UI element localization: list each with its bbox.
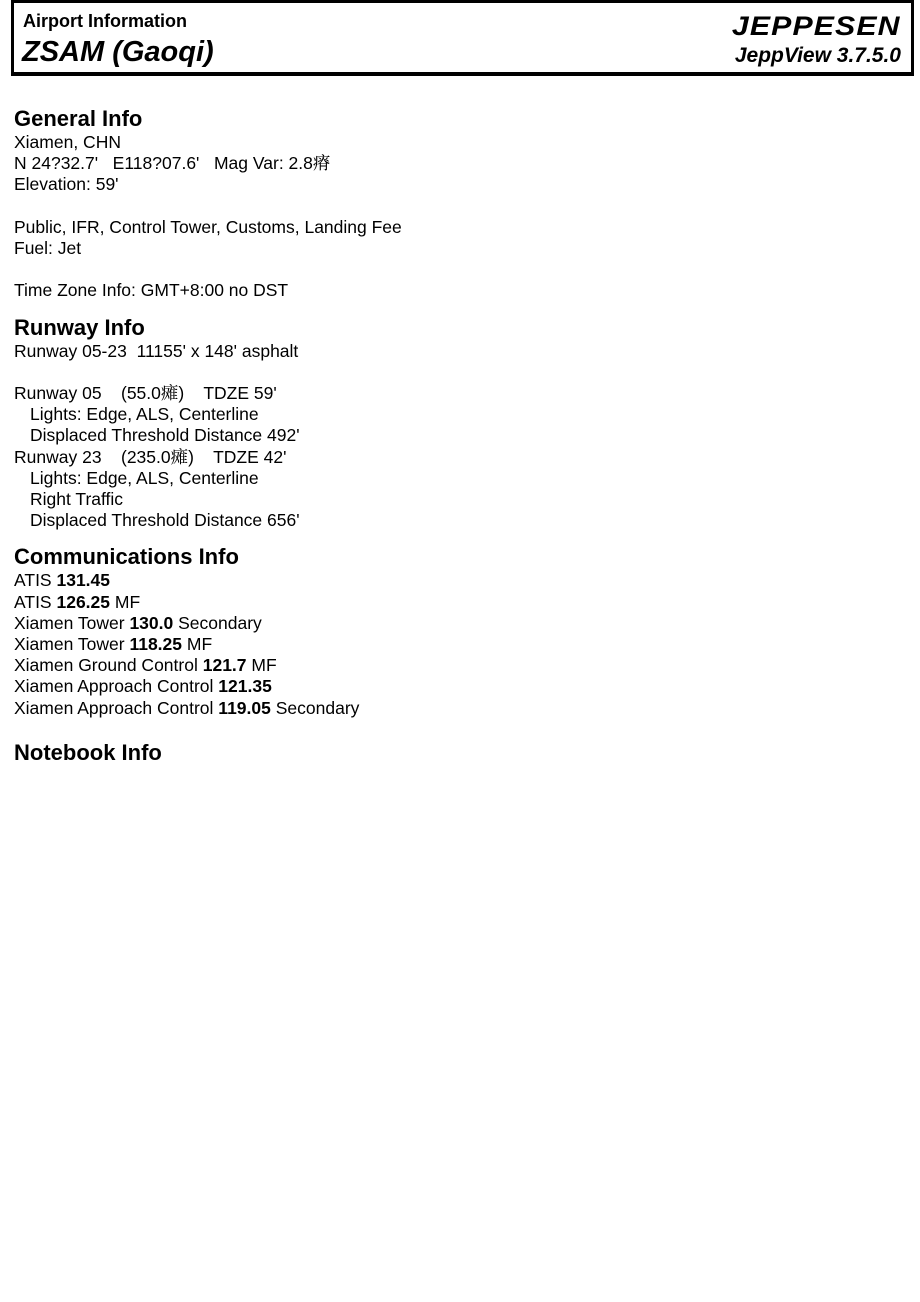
comm-frequency: 119.05 bbox=[218, 697, 271, 718]
comm-note: MF bbox=[251, 655, 277, 676]
comm-note: Secondary bbox=[275, 697, 360, 718]
section-spacer bbox=[14, 531, 904, 544]
runway-summary-text: Runway 05-23 11155' x 148' asphalt bbox=[14, 340, 299, 361]
comm-name: Xiamen Ground Control bbox=[14, 655, 198, 676]
runway-info-title: Runway Info bbox=[14, 314, 145, 340]
communications-info-section bbox=[14, 544, 904, 718]
report-header bbox=[11, 0, 914, 76]
comm-item bbox=[14, 613, 904, 634]
location-text: Xiamen, CHN bbox=[14, 132, 121, 152]
runway-05-threshold: Displaced Threshold Distance 492' bbox=[30, 425, 300, 446]
runway-23-heading: Runway 23 (235.0瘫) TDZE 42' bbox=[14, 446, 287, 467]
runway-23-traffic: Right Traffic bbox=[30, 489, 124, 509]
fuel-text: Fuel: Jet bbox=[14, 238, 82, 258]
spacer bbox=[14, 362, 904, 383]
runway-23-threshold: Displaced Threshold Distance 656' bbox=[30, 510, 300, 531]
comm-frequency: 131.45 bbox=[56, 570, 111, 591]
runway-05-heading: Runway 05 (55.0瘫) TDZE 59' bbox=[14, 382, 277, 403]
comm-item bbox=[14, 676, 904, 697]
report-body bbox=[14, 106, 904, 766]
spacer bbox=[14, 259, 904, 280]
comm-frequency: 121.7 bbox=[202, 655, 247, 676]
section-spacer bbox=[14, 302, 904, 315]
comm-name: Xiamen Approach Control bbox=[14, 697, 214, 718]
comm-frequency: 118.25 bbox=[129, 634, 183, 655]
comm-frequency: 126.25 bbox=[56, 591, 111, 612]
comm-note: Secondary bbox=[178, 612, 262, 633]
app-version: JeppView 3.7.5.0 bbox=[734, 44, 901, 67]
elevation-text: Elevation: 59' bbox=[14, 174, 119, 195]
comm-name: ATIS bbox=[14, 570, 52, 591]
comm-note: MF bbox=[114, 591, 141, 612]
airport-title: ZSAM (Gaoqi) bbox=[22, 36, 214, 68]
spacer bbox=[14, 732, 904, 740]
communications-list bbox=[14, 570, 904, 718]
report-subtitle: Airport Information bbox=[23, 11, 187, 31]
notebook-info-section bbox=[14, 740, 904, 766]
general-info-title: General Info bbox=[14, 106, 143, 131]
comm-item bbox=[14, 634, 904, 655]
comm-item bbox=[14, 570, 904, 591]
comm-name: ATIS bbox=[14, 591, 52, 612]
comm-name: Xiamen Tower bbox=[14, 634, 125, 655]
comm-item bbox=[14, 592, 904, 613]
notebook-info-title: Notebook Info bbox=[14, 739, 162, 765]
comm-note: MF bbox=[186, 634, 213, 655]
jeppesen-logo: JEPPESEN bbox=[732, 11, 901, 41]
comm-item bbox=[14, 655, 904, 676]
timezone-text: Time Zone Info: GMT+8:00 no DST bbox=[14, 280, 289, 301]
comm-name: Xiamen Approach Control bbox=[14, 676, 214, 697]
comm-frequency: 121.35 bbox=[218, 676, 272, 697]
runway-23-lights: Lights: Edge, ALS, Centerline bbox=[30, 467, 259, 488]
general-info-section bbox=[14, 106, 904, 302]
communications-info-title: Communications Info bbox=[14, 544, 239, 570]
runway-05-lights: Lights: Edge, ALS, Centerline bbox=[30, 404, 259, 425]
airport-attributes-text: Public, IFR, Control Tower, Customs, Landing Fee bbox=[14, 216, 402, 237]
spacer bbox=[14, 196, 904, 217]
runway-info-section bbox=[14, 315, 904, 532]
comm-frequency: 130.0 bbox=[129, 612, 174, 633]
comm-item bbox=[14, 698, 904, 719]
coordinates-text: N 24?32.7' E118?07.6' Mag Var: 2.8瘠 bbox=[14, 153, 331, 174]
comm-name: Xiamen Tower bbox=[14, 612, 125, 633]
section-spacer bbox=[14, 719, 904, 732]
